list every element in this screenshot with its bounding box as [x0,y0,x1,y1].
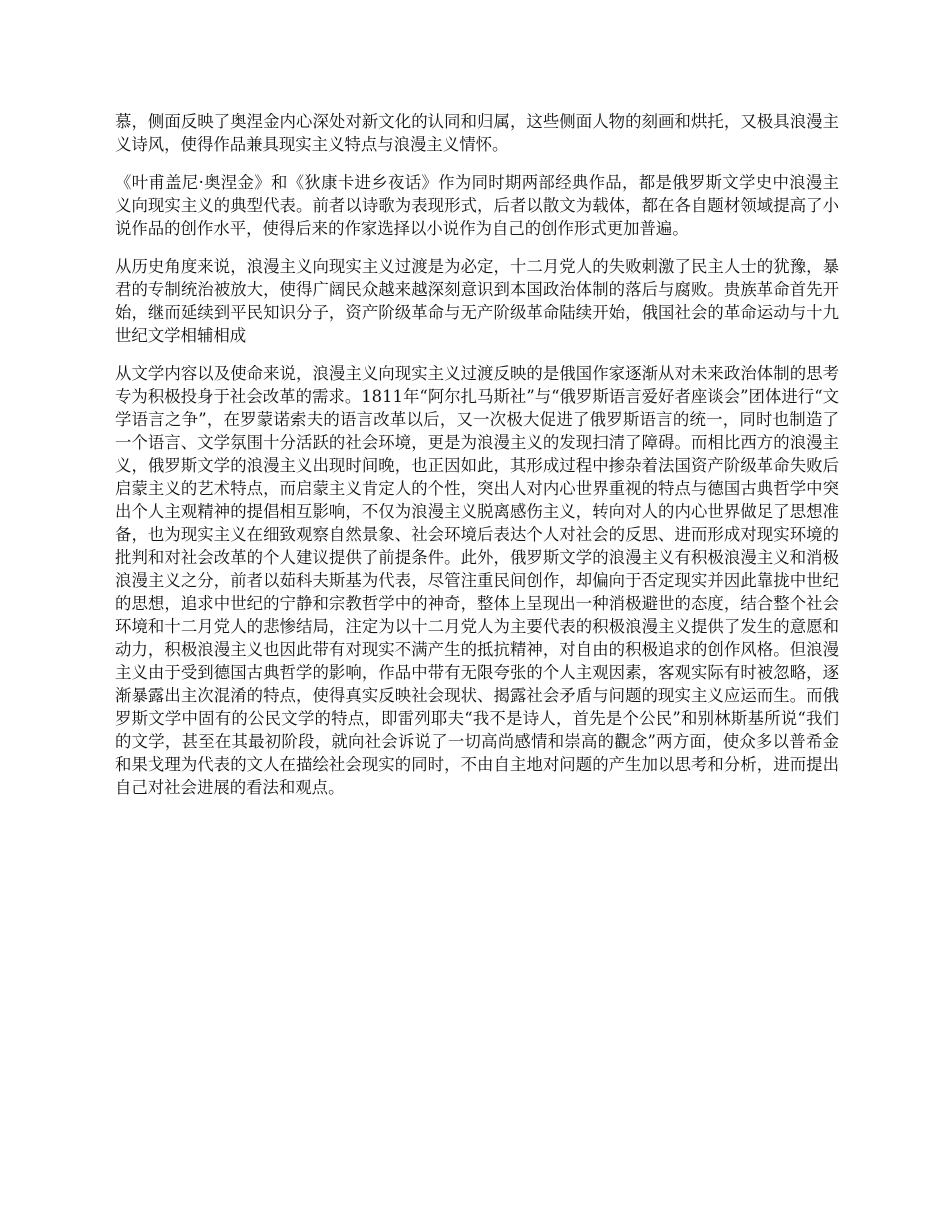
paragraph: 从文学内容以及使命来说，浪漫主义向现实主义过渡反映的是俄国作家逐渐从对未来政治体制的思考专为积极投身于社会改革的需求。1811年“阿尔扎马斯社”与“俄罗斯语言爱好者座谈会”团体进行“文学语言之争”，在罗蒙诺索夫的语言改革以后，又一次极大促进了俄罗斯语言的统一，同时也制造了一个语言、文学氛围十分活跃的社会环境，更是为浪漫主义的发现扫清了障碍。而相比西方的浪漫主义，俄罗斯文学的浪漫主义出现时间晚，也正因如此，其形成过程中掺杂着法国资产阶级革命失败后启蒙主义的艺术特点，而启蒙主义肯定人的个性，突出人对内心世界重视的特点与德国古典哲学中突出个人主观精神的提倡相互影响，不仅为浪漫主义脱离感伤主义，转向对人的内心世界做足了思想准备，也为现实主义在细致观察自然景象、社会环境后表达个人对社会的反思、进而形成对现实环境的批判和对社会改革的个人建议提供了前提条件。此外，俄罗斯文学的浪漫主义有积极浪漫主义和消极浪漫主义之分，前者以茹科夫斯基为代表，尽管注重民间创作，却偏向于否定现实并因此靠拢中世纪的思想，追求中世纪的宁静和宗教哲学中的神奇，整体上呈现出一种消极避世的态度，结合整个社会环境和十二月党人的悲惨结局，注定为以十二月党人为主要代表的积极浪漫主义提供了发生的意愿和动力，积极浪漫主义也因此带有对现实不满产生的抵抗精神，对自由的积极追求的创作风格。但浪漫主义由于受到德国古典哲学的影响，作品中带有无限夸张的个人主观因素，客观实际有时被忽略，逐渐暴露出主次混淆的特点，使得真实反映社会现状、揭露社会矛盾与问题的现实主义应运而生。而俄罗斯文学中固有的公民文学的特点，即雷列耶夫“我不是诗人，首先是个公民”和别林斯基所说“我们的文学，甚至在其最初阶段，就向社会诉说了一切高尚感情和崇高的觀念”两方面，使众多以普希金和果戈理为代表的文人在描绘社会现实的同时，不由自主地对问题的产生加以思考和分析，进而提出自己对社会进展的看法和观点。 [115,364,839,797]
document-body [115,110,839,814]
paragraph: 慕，侧面反映了奥涅金内心深处对新文化的认同和归属，这些侧面人物的刻画和烘托，又极具浪漫主义诗风，使得作品兼具现实主义特点与浪漫主义情怀。 [115,112,839,154]
paragraph: 从历史角度来说，浪漫主义向现实主义过渡是为必定，十二月党人的失败刺激了民主人士的犹豫，暴君的专制统治被放大，使得广阔民众越来越深刻意识到本国政治体制的落后与腐败。贵族革命首先开始，继而延续到平民知识分子，资产阶级革命与无产阶级革命陆续开始，俄国社会的革命运动与十九世纪文学相辅相成 [115,257,839,345]
paragraph: 《叶甫盖尼·奥涅金》和《狄康卡进乡夜话》作为同时期两部经典作品，都是俄罗斯文学史中浪漫主义向现实主义的典型代表。前者以诗歌为表现形式，后者以散文为载体，都在各自题材领域提高了小说作品的创作水平，使得后来的作家选择以小说作为自己的创作形式更加普遍。 [115,173,839,238]
